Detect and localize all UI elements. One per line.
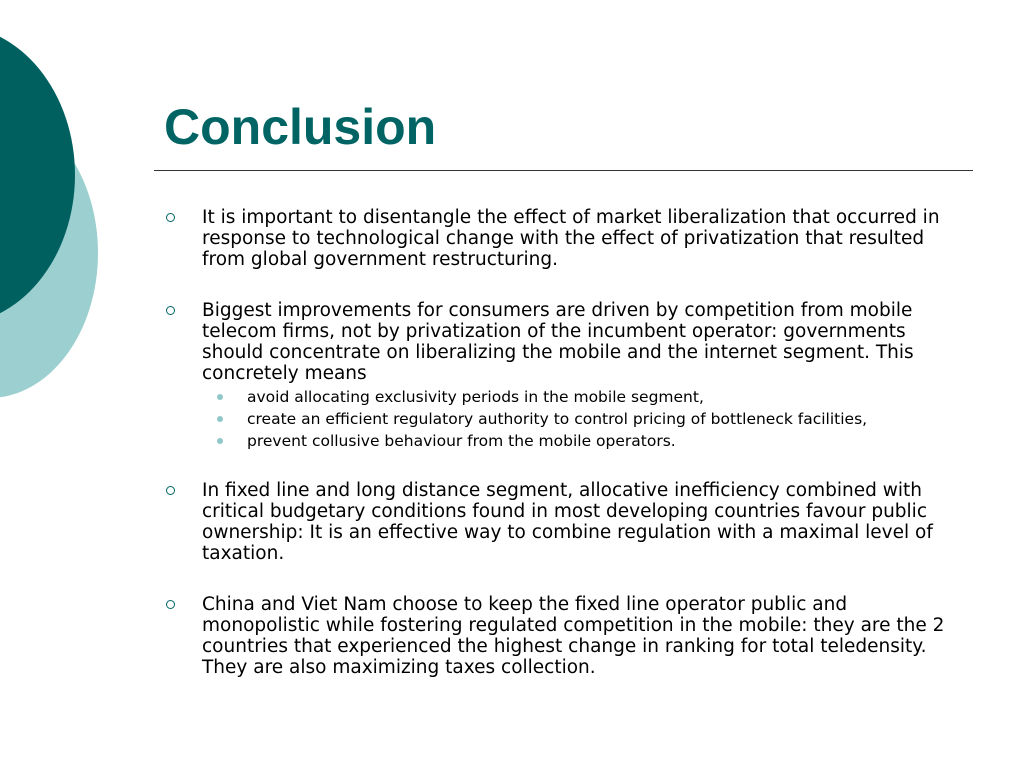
bullet-text: In fixed line and long distance segment, allocative inefficiency combined with critical budgetary conditions found in most developing countries favour public ownership: It is an effective way to combine regulation with a maximal level of taxation.	[202, 480, 933, 564]
filled-dot-bullet-icon	[217, 416, 223, 422]
sub-bullet-item	[202, 432, 970, 450]
bullet-item	[160, 594, 970, 678]
sub-bullet-text: avoid allocating exclusivity periods in the mobile segment,	[247, 388, 704, 406]
sub-bullet-text: prevent collusive behaviour from the mobile operators.	[247, 432, 676, 450]
bullet-text: China and Viet Nam choose to keep the fixed line operator public and monopolistic while fostering regulated competition in the mobile: they are the 2 countries that experienced the highest change in ranking for total teledensity. They are also maximizing taxes collection.	[202, 594, 945, 678]
bullet-list	[160, 207, 970, 708]
hollow-circle-bullet-icon	[166, 600, 175, 609]
bullet-text: It is important to disentangle the effect of market liberalization that occurred in response to technological change with the effect of privatization that resulted from global government restructuring.	[202, 207, 940, 270]
bullet-item	[160, 300, 970, 450]
bullet-text: Biggest improvements for consumers are driven by competition from mobile telecom firms, not by privatization of the incumbent operator: governments should concentrate on liberalizing the mobile and the internet segment. This concretely means	[202, 300, 914, 384]
hollow-circle-bullet-icon	[166, 213, 175, 222]
hollow-circle-bullet-icon	[166, 486, 175, 495]
sub-bullet-list	[202, 388, 970, 450]
bullet-item	[160, 480, 970, 564]
sub-bullet-text: create an efficient regulatory authority to control pricing of bottleneck facilities,	[247, 410, 868, 428]
hollow-circle-bullet-icon	[166, 306, 175, 315]
title-divider	[154, 170, 973, 171]
sub-bullet-item	[202, 388, 970, 406]
filled-dot-bullet-icon	[217, 438, 223, 444]
bullet-item	[160, 207, 970, 270]
sub-bullet-item	[202, 410, 970, 428]
filled-dot-bullet-icon	[217, 394, 223, 400]
slide-title: Conclusion	[164, 99, 437, 155]
